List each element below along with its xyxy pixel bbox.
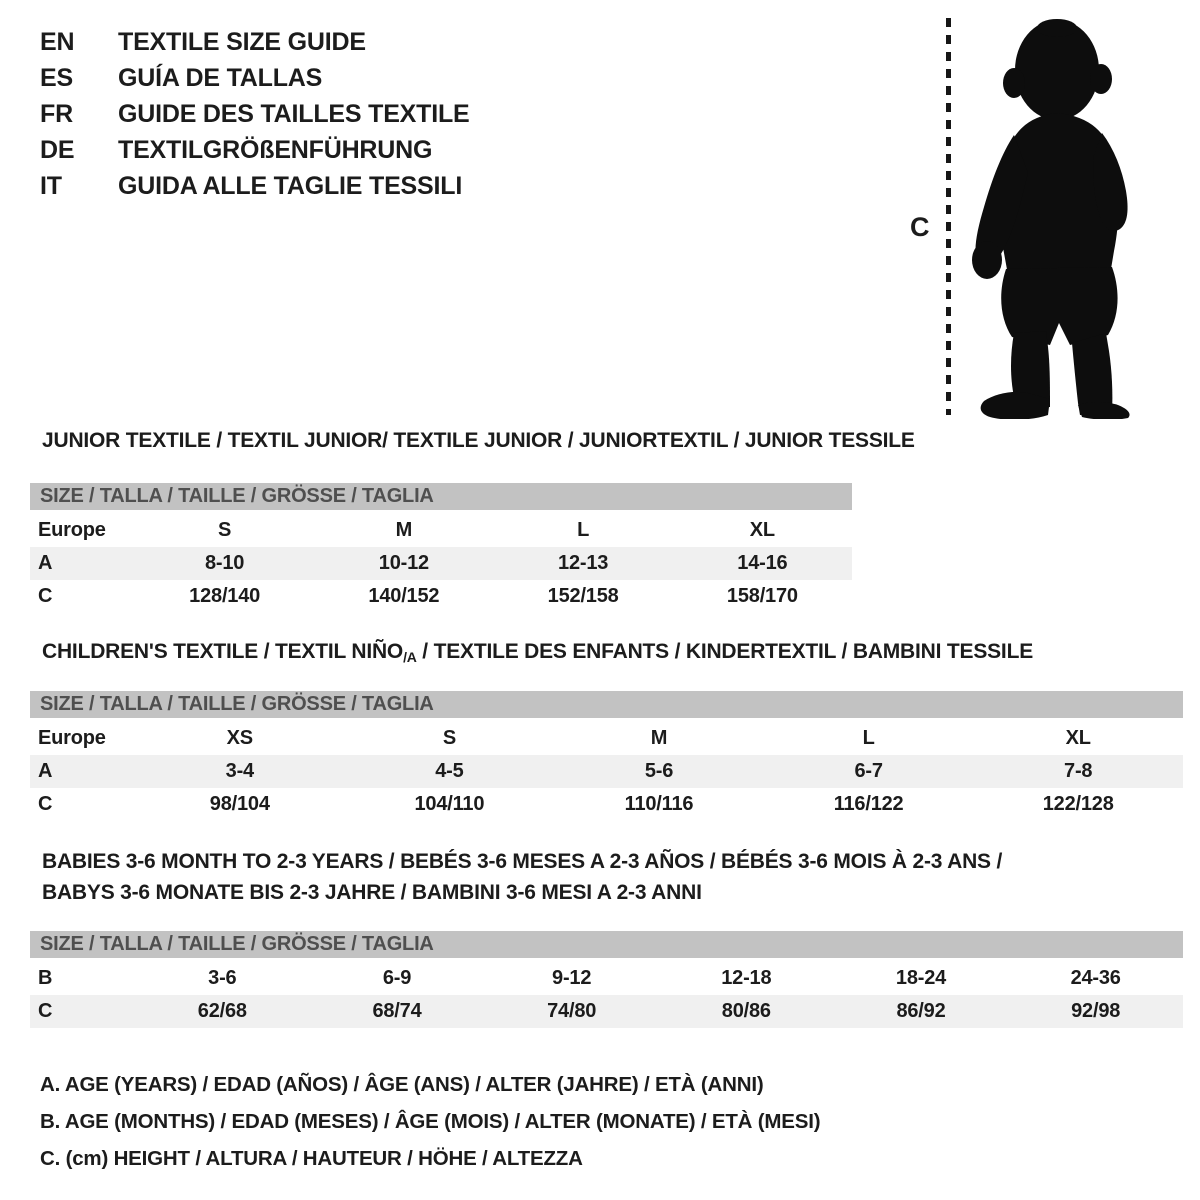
table-cell: 9-12 (552, 967, 592, 989)
table-cell: 140/152 (368, 585, 440, 607)
table-cell: 92/98 (1071, 1000, 1121, 1022)
size-header-bar: SIZE / TALLA / TAILLE / GRÖSSE / TAGLIA (30, 691, 1183, 718)
language-code: EN (40, 27, 75, 56)
babies-section-title (42, 846, 1002, 908)
guide-title: GUIDE DES TAILLES TEXTILE (118, 99, 470, 128)
size-header-bar: SIZE / TALLA / TAILLE / GRÖSSE / TAGLIA (30, 483, 852, 510)
table-cell: 3-6 (208, 967, 237, 989)
height-measure-dashed-line (946, 18, 951, 415)
language-code: ES (40, 63, 73, 92)
table-cell: 24-36 (1070, 967, 1121, 989)
junior-size-table (30, 483, 852, 613)
measure-legend (40, 1066, 820, 1177)
babies-size-table (30, 931, 1183, 1028)
table-cell: S (442, 727, 456, 749)
guide-title: TEXTILE SIZE GUIDE (118, 27, 366, 56)
table-cell: B (38, 967, 53, 989)
table-row-age-months (30, 962, 1183, 995)
babies-title-line1: BABIES 3-6 MONTH TO 2-3 YEARS / BEBÉS 3-6 MESES A 2-3 AÑOS / BÉBÉS 3-6 MOIS À 2-3 ANS / (42, 850, 1003, 873)
table-cell: C (38, 585, 53, 607)
language-code: FR (40, 99, 73, 128)
table-cell: XL (1065, 727, 1091, 749)
toddler-silhouette-icon (962, 13, 1148, 419)
table-cell: 8-10 (205, 552, 245, 574)
language-row-en (40, 24, 470, 60)
language-title-list (40, 24, 470, 204)
table-cell: 62/68 (197, 1000, 247, 1022)
table-row-age (30, 755, 1183, 788)
table-cell: 18-24 (895, 967, 947, 989)
legend-line-a: A. AGE (YEARS) / EDAD (AÑOS) / ÂGE (ANS) / ALTER (JAHRE) / ETÀ (ANNI) (40, 1073, 764, 1096)
table-cell: 4-5 (435, 760, 464, 782)
language-row-it (40, 168, 470, 204)
table-cell: 12-18 (721, 967, 772, 989)
table-cell: 80/86 (721, 1000, 771, 1022)
children-title-subscript: /A (403, 649, 417, 665)
children-section-title (42, 640, 1033, 665)
table-row-europe (30, 722, 1183, 755)
table-row-height (30, 580, 852, 613)
table-cell: XL (749, 519, 775, 541)
table-cell: A (38, 552, 53, 574)
table-cell: Europe (38, 727, 106, 749)
guide-title: GUÍA DE TALLAS (118, 63, 323, 92)
table-cell: 110/116 (624, 793, 694, 815)
size-header-bar: SIZE / TALLA / TAILLE / GRÖSSE / TAGLIA (30, 931, 1183, 958)
table-cell: 122/128 (1042, 793, 1114, 815)
table-cell: 104/110 (414, 793, 485, 815)
table-cell: Europe (38, 519, 106, 541)
table-row-age (30, 547, 852, 580)
height-measure-label: C (910, 212, 930, 242)
language-row-es (40, 60, 470, 96)
legend-line-b: B. AGE (MONTHS) / EDAD (MESES) / ÂGE (MOIS) / ALTER (MONATE) / ETÀ (MESI) (40, 1110, 821, 1133)
table-cell: S (218, 519, 232, 541)
language-row-de (40, 132, 470, 168)
table-cell: XS (226, 727, 253, 749)
table-row-height (30, 995, 1183, 1028)
children-size-table (30, 691, 1183, 821)
table-cell: C (38, 793, 53, 815)
table-cell: 12-13 (558, 552, 609, 574)
table-cell: A (38, 760, 53, 782)
table-cell: L (862, 727, 875, 749)
table-cell: 3-4 (225, 760, 254, 782)
language-row-fr (40, 96, 470, 132)
table-row-europe (30, 514, 852, 547)
table-cell: M (650, 727, 668, 749)
legend-line-c: C. (cm) HEIGHT / ALTURA / HAUTEUR / HÖHE / ALTEZZA (40, 1147, 583, 1170)
children-title-main: CHILDREN'S TEXTILE / TEXTIL NIÑO (42, 640, 404, 663)
table-cell: 98/104 (209, 793, 270, 815)
table-cell: 74/80 (547, 1000, 597, 1022)
junior-section-title: JUNIOR TEXTILE / TEXTIL JUNIOR/ TEXTILE JUNIOR / JUNIORTEXTIL / JUNIOR TESSILE (42, 429, 915, 452)
table-cell: 86/92 (896, 1000, 946, 1022)
guide-title: TEXTILGRÖßENFÜHRUNG (118, 135, 433, 164)
guide-title: GUIDA ALLE TAGLIE TESSILI (118, 171, 463, 200)
language-code: IT (40, 171, 62, 200)
table-cell: 6-9 (382, 967, 412, 989)
table-cell: 7-8 (1064, 760, 1093, 782)
language-code: DE (40, 135, 75, 164)
table-cell: 116/122 (833, 793, 904, 815)
table-cell: 10-12 (378, 552, 429, 574)
table-cell: L (577, 519, 590, 541)
table-cell: M (395, 519, 413, 541)
table-cell: 68/74 (372, 1000, 422, 1022)
table-cell: 152/158 (547, 585, 619, 607)
table-cell: 5-6 (644, 760, 674, 782)
table-cell: 158/170 (726, 585, 798, 607)
babies-title-line2: BABYS 3-6 MONATE BIS 2-3 JAHRE / BAMBINI 3-6 MESI A 2-3 ANNI (42, 881, 702, 904)
children-title-rest: / TEXTILE DES ENFANTS / KINDERTEXTIL / BAMBINI TESSILE (416, 640, 1034, 663)
table-cell: 14-16 (737, 552, 788, 574)
table-cell: 128/140 (189, 585, 261, 607)
table-cell: C (38, 1000, 53, 1022)
table-row-height (30, 788, 1183, 821)
table-cell: 6-7 (854, 760, 883, 782)
